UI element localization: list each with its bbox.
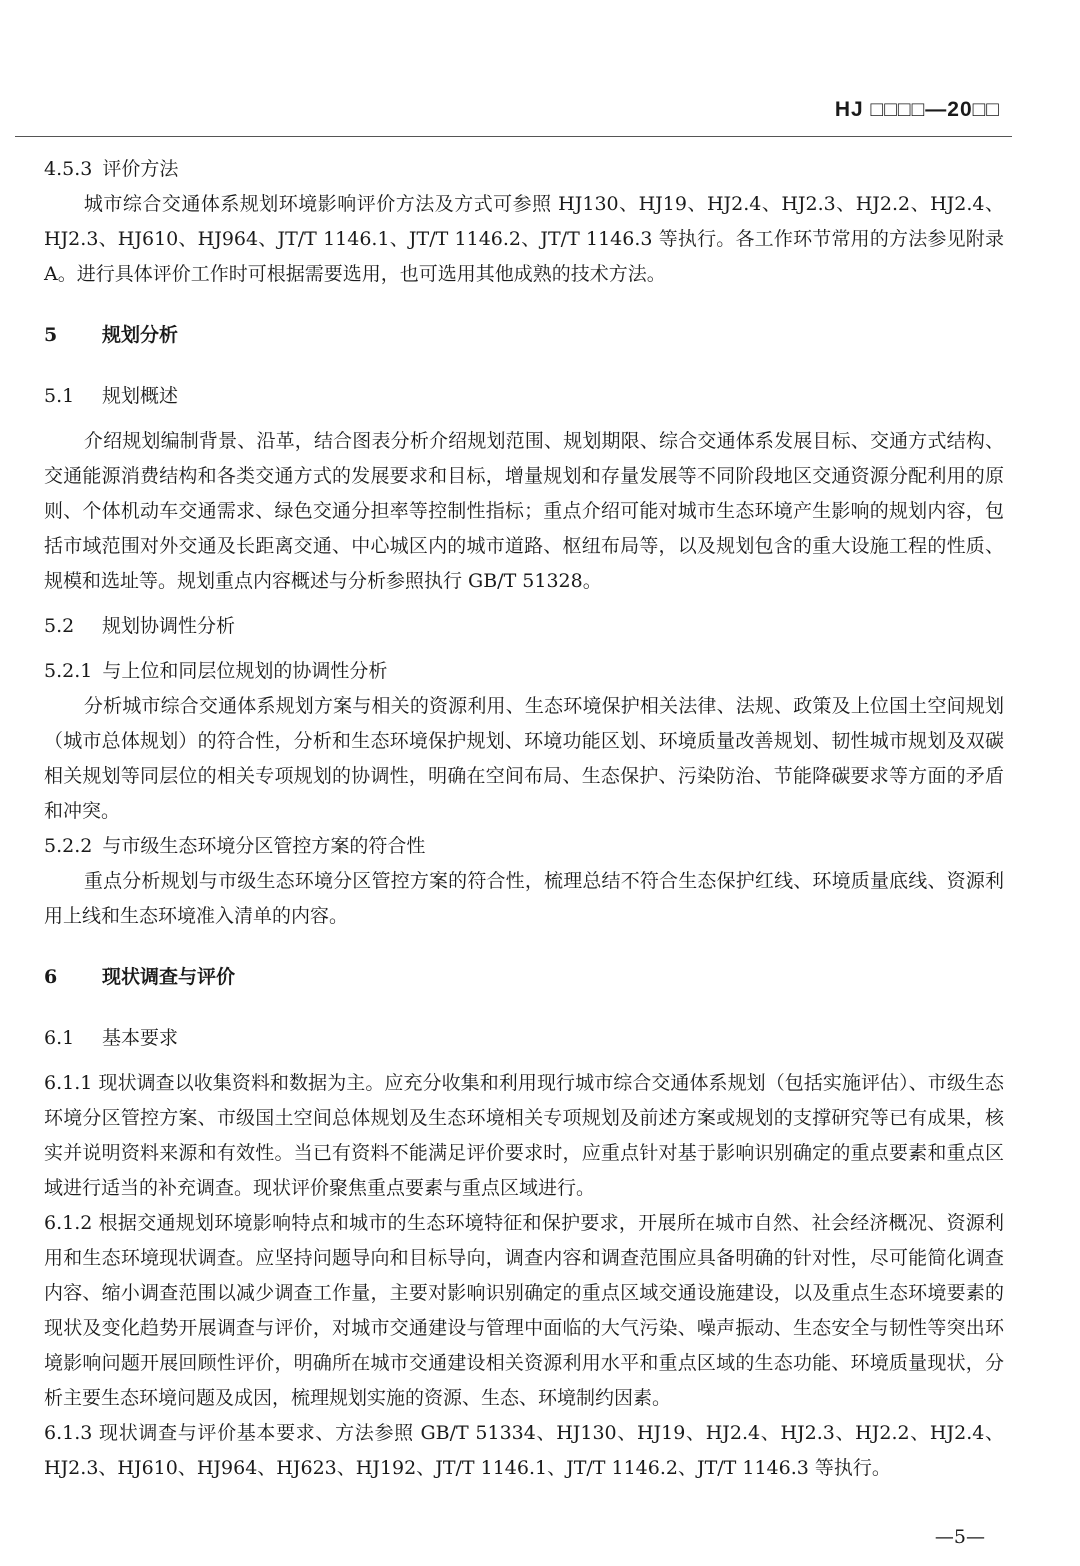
paragraph-6-1-2: 6.1.2 根据交通规划环境影响特点和城市的生态环境特征和保护要求，开展所在城市自然、社会经济概况、资源利用和生态环境现状调查。应坚持问题导向和目标导向，调查内容和调查范围应具备明确的针对性，尽可能简化调查内容、缩小调查范围以减少调查工作量，主要对影响识别确定的重点区域交通设施建设，以及重点生态环境要素的现状及变化趋势开展调查与评价，对城市交通建设与管理中面临的大气污染、噪声振动、生态安全与韧性等突出环境影响问题开展回顾性评价，明确所在城市交通建设相关资源利用水平和重点区域的生态功能、环境质量现状，分析主要生态环境问题及成因，梳理规划实施的资源、生态、环境制约因素。 (44, 1212, 1004, 1409)
heading-number: 5 (44, 324, 58, 346)
heading-title: 与上位和同层位规划的协调性分析 (102, 660, 388, 682)
paragraph-5-1: 介绍规划编制背景、沿革，结合图表分析介绍规划范围、规划期限、综合交通体系发展目标、交通方式结构、交通能源消费结构和各类交通方式的发展要求和目标，增量规划和存量发展等不同阶段地区交通资源分配利用的原则、个体机动车交通需求、绿色交通分担率等控制性指标；重点介绍可能对城市生态环境产生影响的规划内容，包括市域范围对外交通及长距离交通、中心城区内的城市道路、枢纽布局等，以及规划包含的重大设施工程的性质、规模和选址等。规划重点内容概述与分析参照执行 GB/T 51328。 (44, 430, 1004, 592)
paragraph-5-2-1: 分析城市综合交通体系规划方案与相关的资源利用、生态环境保护相关法律、法规、政策及上位国土空间规划（城市总体规划）的符合性，分析和生态环境保护规划、环境功能区划、环境质量改善规划、韧性城市规划及双碳相关规划等同层位的相关专项规划的协调性，明确在空间布局、生态保护、污染防治、节能降碳要求等方面的矛盾和冲突。 (44, 695, 1004, 822)
paragraph-4-5-3: 城市综合交通体系规划环境影响评价方法及方式可参照 HJ130、HJ19、HJ2.4、HJ2.3、HJ2.2、HJ2.4、HJ2.3、HJ610、HJ964、JT/T 1146.1、JT/T 1146.2、JT/T 1146.3 等执行。各工作环节常用的方法参见附录 A。进行具体评价工作时可根据需要选用，也可选用其他成熟的技术方法。 (44, 193, 1004, 285)
document-body (44, 152, 1004, 1486)
heading-4-5-3 (44, 152, 1004, 187)
heading-number: 6.1 (44, 1027, 75, 1049)
paragraph-5-2-2: 重点分析规划与市级生态环境分区管控方案的符合性，梳理总结不符合生态保护红线、环境质量底线、资源利用上线和生态环境准入清单的内容。 (44, 870, 1004, 927)
heading-number: 5.2.2 (44, 835, 93, 857)
heading-number: 5.1 (44, 385, 75, 407)
heading-title: 与市级生态环境分区管控方案的符合性 (102, 835, 426, 857)
heading-title: 评价方法 (102, 158, 179, 180)
heading-number: 5.2 (44, 615, 75, 637)
heading-title: 基本要求 (102, 1027, 179, 1049)
heading-6-1 (44, 1021, 1004, 1056)
standard-code-header: HJ □□□□—20□□ (834, 98, 1000, 121)
heading-number: 5.2.1 (44, 660, 93, 682)
heading-6 (44, 960, 1004, 995)
paragraph-6-1-3: 6.1.3 现状调查与评价基本要求、方法参照 GB/T 51334、HJ130、HJ19、HJ2.4、HJ2.3、HJ2.2、HJ2.4、HJ2.3、HJ610、HJ964、HJ623、HJ192、JT/T 1146.1、JT/T 1146.2、JT/T 1146.3 等执行。 (44, 1422, 1004, 1479)
heading-number: 6 (44, 966, 58, 988)
heading-5-2-2 (44, 829, 1004, 864)
heading-title: 规划分析 (102, 324, 179, 346)
heading-5 (44, 318, 1004, 353)
heading-title: 现状调查与评价 (102, 966, 236, 988)
heading-5-2-1 (44, 654, 1004, 689)
heading-title: 规划概述 (102, 385, 179, 407)
heading-5-2 (44, 609, 1004, 644)
heading-5-1 (44, 379, 1004, 414)
page-number: —5— (934, 1526, 985, 1548)
heading-number: 4.5.3 (44, 158, 93, 180)
paragraph-6-1-1: 6.1.1 现状调查以收集资料和数据为主。应充分收集和利用现行城市综合交通体系规划（包括实施评估）、市级生态环境分区管控方案、市级国土空间总体规划及生态环境相关专项规划及前述方案或规划的支撑研究等已有成果，核实并说明资料来源和有效性。当已有资料不能满足评价要求时，应重点针对基于影响识别确定的重点要素和重点区域进行适当的补充调查。现状评价聚焦重点要素与重点区域进行。 (44, 1072, 1004, 1199)
heading-title: 规划协调性分析 (102, 615, 236, 637)
